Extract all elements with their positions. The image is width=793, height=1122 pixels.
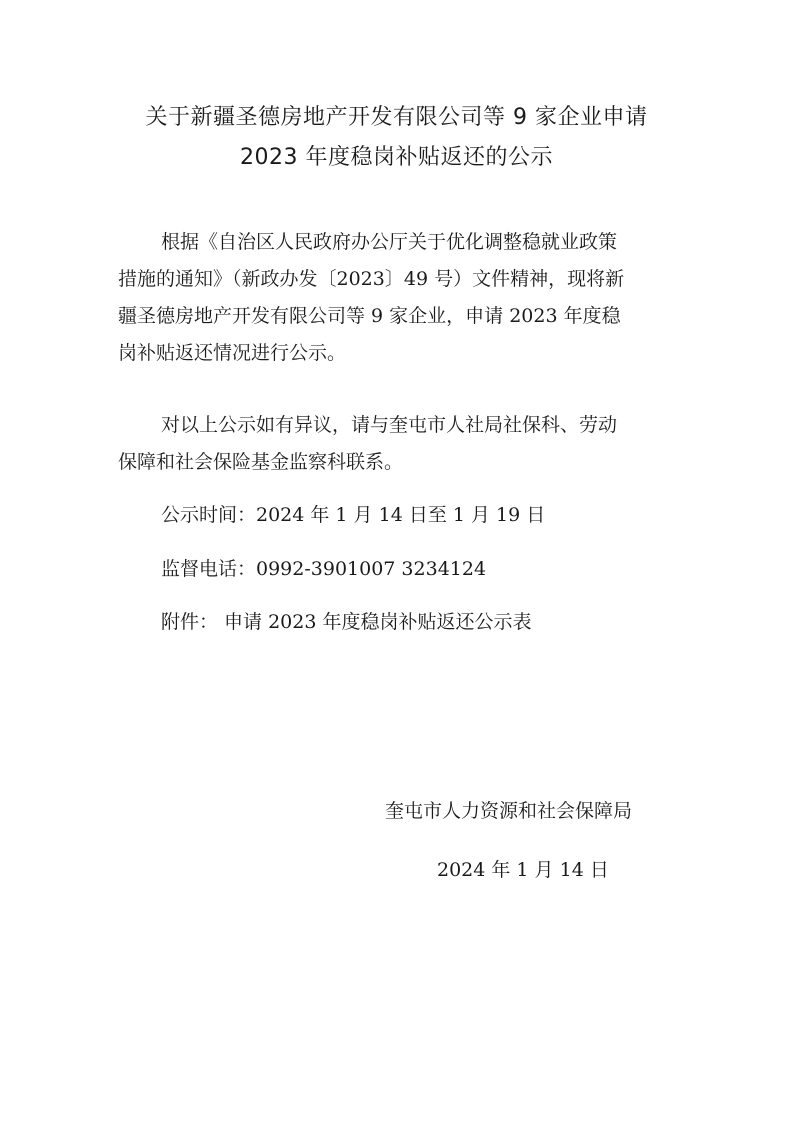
paragraph-line: 措施的通知》（新政办发〔2023〕49 号）文件精神，现将新 xyxy=(118,268,625,290)
body-paragraph-basis xyxy=(118,224,683,372)
notice-period: 公示时间：2024 年 1 月 14 日至 1 月 19 日 xyxy=(161,504,546,526)
supervision-phone: 监督电话：0992-3901007 3234124 xyxy=(161,558,487,580)
document-title-line1: 关于新疆圣德房地产开发有限公司等 9 家企业申请 xyxy=(145,105,648,130)
signature-organization: 奎屯市人力资源和社会保障局 xyxy=(385,800,633,822)
signature-date: 2024 年 1 月 14 日 xyxy=(437,859,609,881)
paragraph-line: 疆圣德房地产开发有限公司等 9 家企业，申请 2023 年度稳 xyxy=(118,305,621,327)
attachment-reference: 附件： 申请 2023 年度稳岗补贴返还公示表 xyxy=(161,611,532,633)
body-paragraph-objection xyxy=(118,407,683,481)
paragraph-line: 岗补贴返还情况进行公示。 xyxy=(118,342,347,364)
paragraph-line: 保障和社会保险基金监察科联系。 xyxy=(118,451,404,473)
paragraph-line: 对以上公示如有异议，请与奎屯市人社局社保科、劳动 xyxy=(161,414,618,436)
paragraph-line: 根据《自治区人民政府办公厅关于优化调整稳就业政策 xyxy=(161,231,618,253)
document-title-line2: 2023 年度稳岗补贴返还的公示 xyxy=(240,145,553,170)
